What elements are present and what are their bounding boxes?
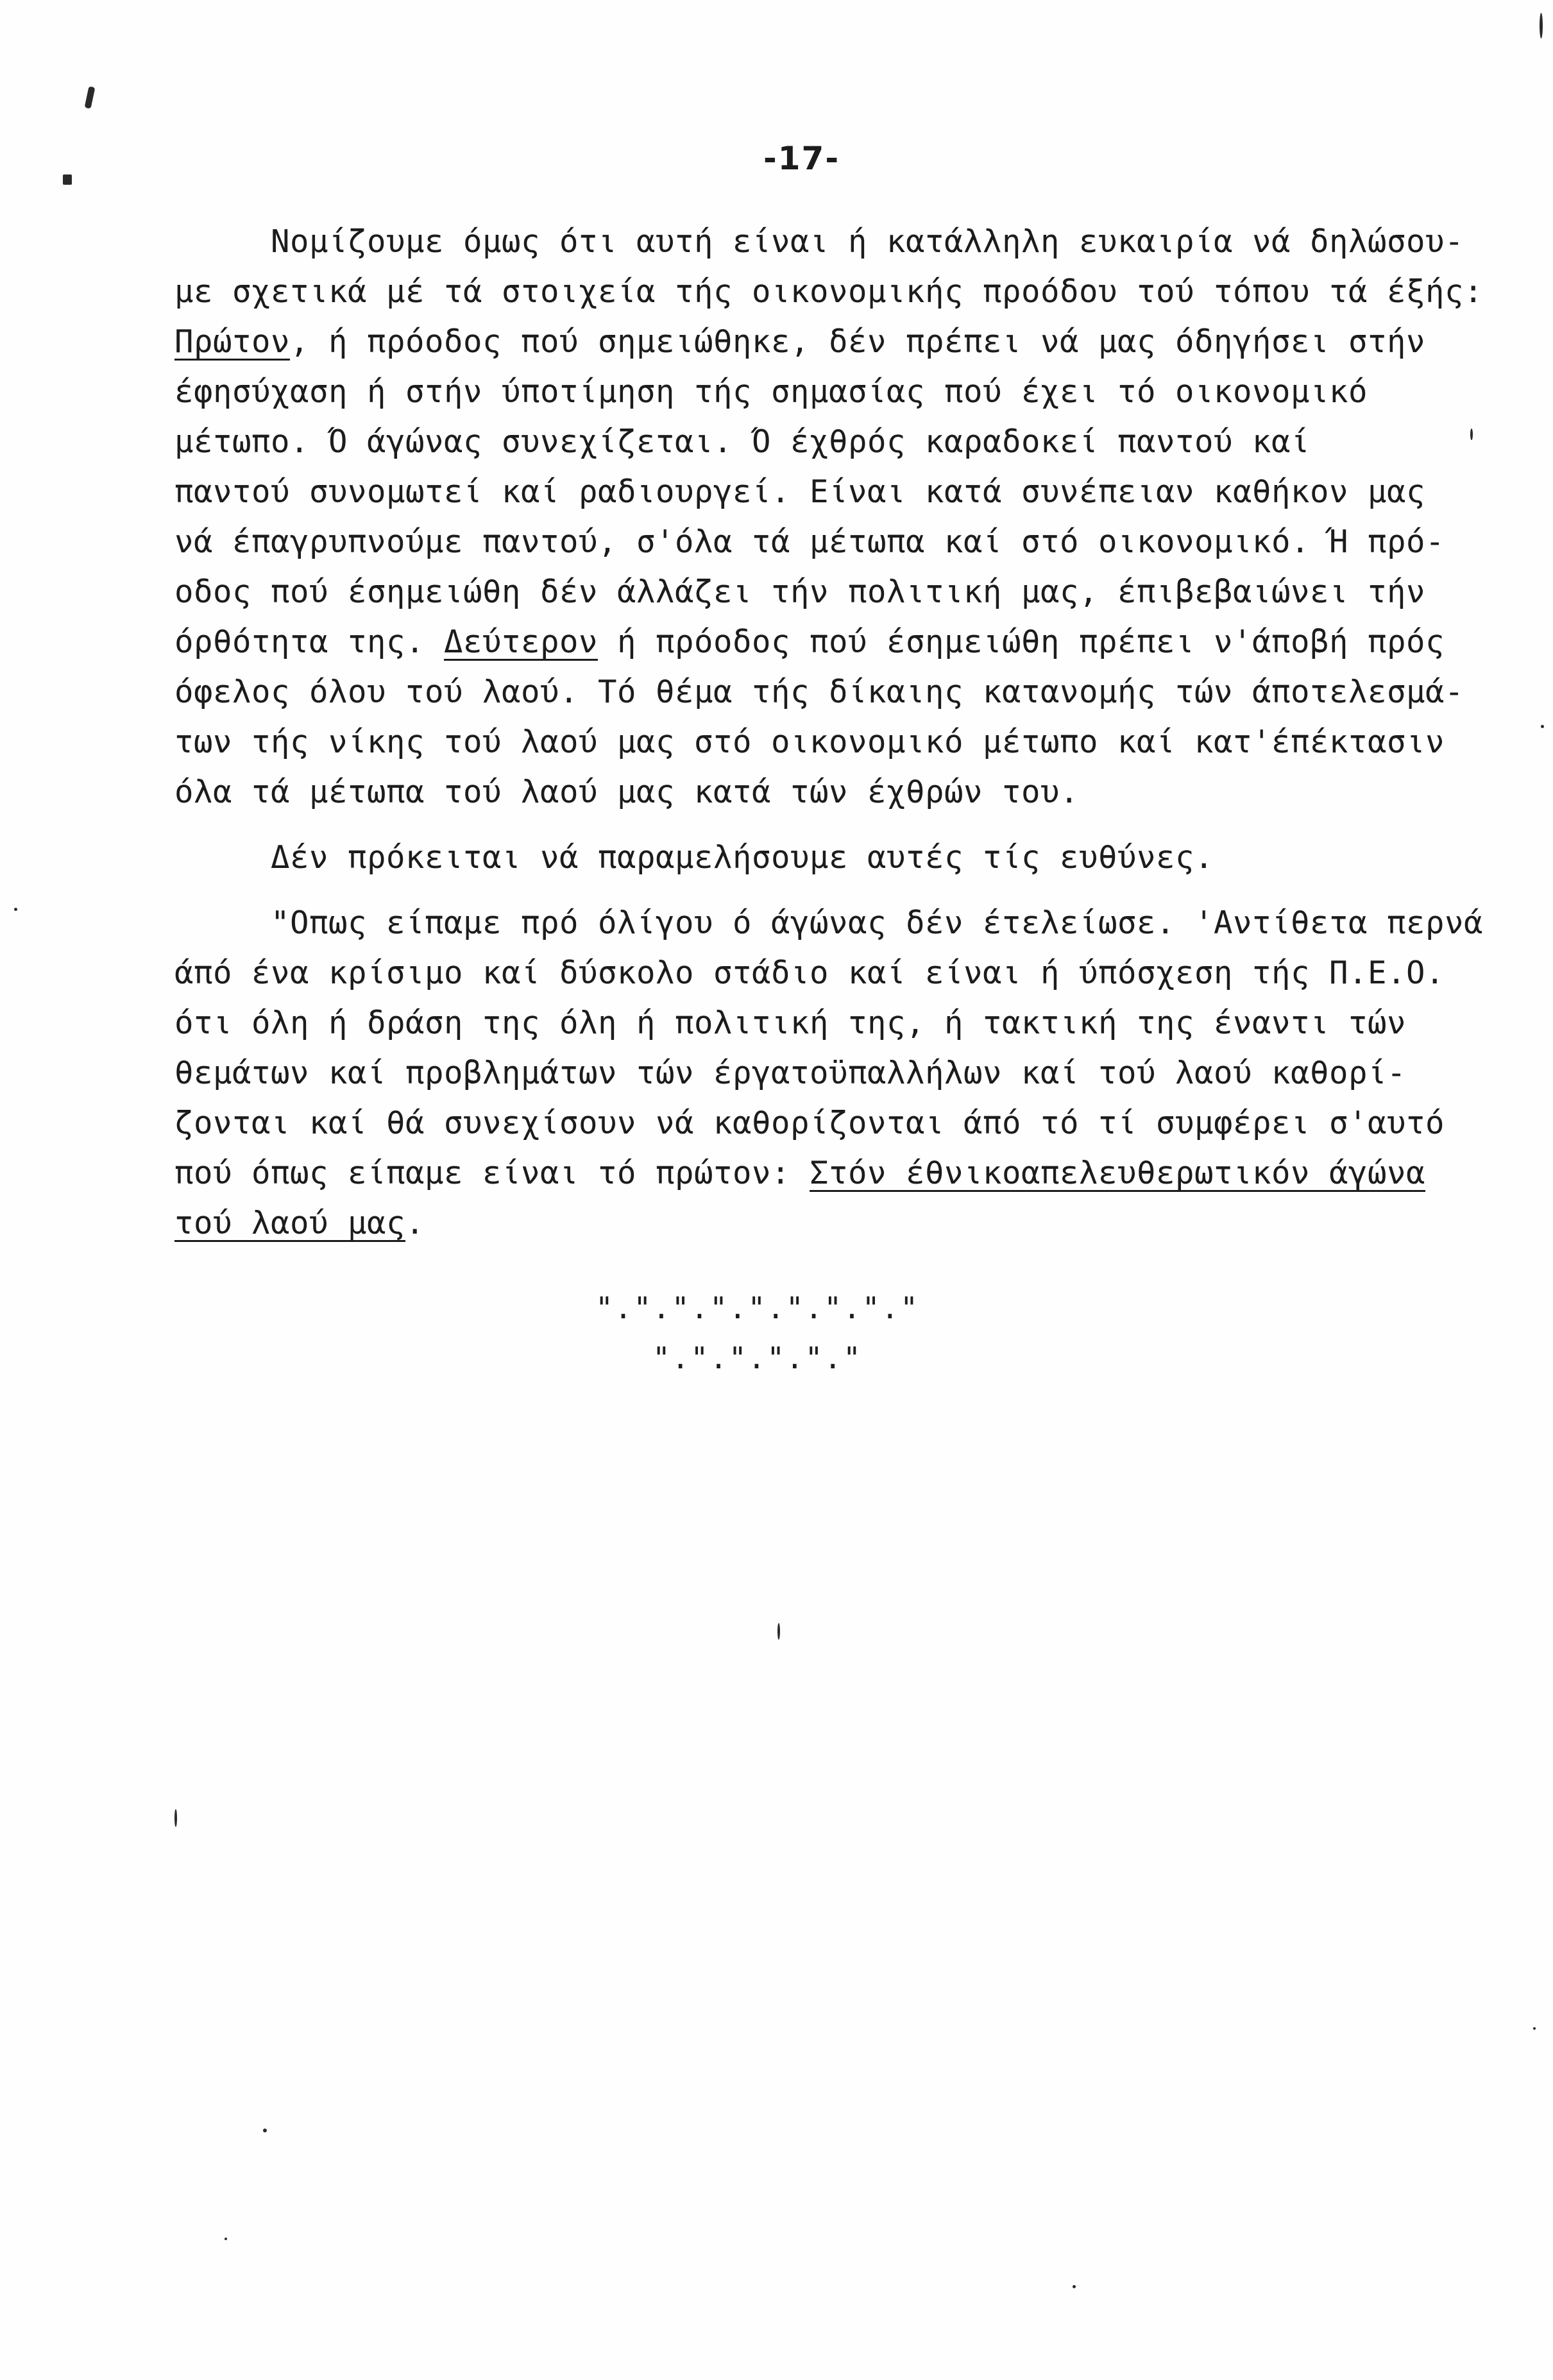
- line-text: των τής νίκης τού λαού μας στό οικονομικό μέτωπο καί κατ'έπέκτασιν: [174, 724, 1445, 760]
- line-text: μέτωπο. Ό άγώνας συνεχίζεται. Ό έχθρός καραδοκεί παντού καί: [174, 423, 1311, 460]
- scan-speck: [1073, 2285, 1076, 2288]
- ornament-row: ".".".".".": [652, 1341, 862, 1375]
- line-text: άπό ένα κρίσιμο καί δύσκολο στάδιο καί είναι ή ύπόσχεση τής Π.Ε.Ο.: [174, 955, 1445, 991]
- line-text: Δέν πρόκειται νά παραμελήσουμε αυτές τίς ευθύνες.: [271, 839, 1214, 876]
- line-text: θεμάτων καί προβλημάτων τών έργατοϋπαλλήλων καί τού λαού καθορί-: [174, 1055, 1407, 1091]
- line-text: "Οπως είπαμε πρό όλίγου ό άγώνας δέν έτελείωσε. 'Αντίθετα περνά: [271, 905, 1484, 941]
- scan-speck: [85, 86, 96, 108]
- page-number: -17-: [763, 140, 840, 177]
- line-text: νά έπαγρυπνούμε παντού, σ'όλα τά μέτωπα καί στό οικονομικό. Ή πρό-: [174, 523, 1445, 560]
- scan-speck: [777, 1623, 780, 1640]
- scan-speck: [1541, 725, 1544, 728]
- text-line: [174, 717, 1534, 767]
- line-text: όλα τά μέτωπα τού λαού μας κατά τών έχθρών του.: [174, 774, 1080, 810]
- line-text: έφησύχαση ή στήν ύποτίμηση τής σημασίας πού έχει τό οικονομικό: [174, 373, 1368, 410]
- text-line: [174, 1148, 1534, 1198]
- text-line: [174, 517, 1534, 567]
- text-line: [174, 667, 1534, 717]
- text-line: [174, 1198, 1534, 1248]
- line-text: Νομίζουμε όμως ότι αυτή είναι ή κατάλληλη ευκαιρία νά δηλώσου-: [271, 223, 1464, 260]
- scan-speck: [225, 2238, 227, 2240]
- underlined-text: Στόν έθνικοαπελευθερωτικόν άγώνα: [810, 1155, 1426, 1191]
- scan-speck: [1533, 2027, 1536, 2030]
- text-line: [174, 1098, 1534, 1148]
- text-line: [174, 317, 1534, 367]
- line-text: ή πρόοδος πού έσημειώθη πρέπει ν'άποβή πρός: [598, 624, 1445, 660]
- line-text: πού όπως είπαμε είναι τό πρώτον:: [174, 1155, 810, 1191]
- underlined-text: τού λαού μας: [174, 1205, 406, 1241]
- scan-speck: [1470, 429, 1473, 440]
- line-text: .: [405, 1205, 425, 1241]
- text-line: [174, 998, 1534, 1048]
- text-line: [174, 898, 1534, 948]
- text-line: [174, 567, 1534, 617]
- body-text: [174, 217, 1534, 1248]
- text-line: [174, 1048, 1534, 1098]
- line-text: όρθότητα της.: [174, 624, 445, 660]
- text-line: [174, 267, 1534, 317]
- underlined-text: Δεύτερον: [444, 624, 598, 660]
- text-line: [174, 833, 1534, 883]
- text-line: [174, 948, 1534, 998]
- text-line: [174, 617, 1534, 667]
- text-line: [174, 417, 1534, 467]
- scan-speck: [263, 2129, 267, 2132]
- text-line: [174, 467, 1534, 517]
- line-text: , ή πρόοδος πού σημειώθηκε, δέν πρέπει νά μας όδηγήσει στήν: [290, 323, 1426, 360]
- scan-speck: [174, 1809, 177, 1827]
- scan-speck: [63, 174, 72, 185]
- scan-speck: [14, 908, 17, 911]
- line-text: ότι όλη ή δράση της όλη ή πολιτική της, ή τακτική της έναντι τών: [174, 1005, 1407, 1041]
- line-text: με σχετικά μέ τά στοιχεία τής οικονομικής προόδου τού τόπου τά έξής:: [174, 273, 1484, 310]
- line-text: οδος πού έσημειώθη δέν άλλάζει τήν πολιτική μας, έπιβεβαιώνει τήν: [174, 574, 1426, 610]
- ornament-row: ".".".".".".".".": [595, 1291, 919, 1325]
- text-line: [174, 217, 1534, 267]
- line-text: όφελος όλου τού λαού. Τό θέμα τής δίκαιης κατανομής τών άποτελεσμά-: [174, 674, 1464, 710]
- underlined-text: Πρώτον: [174, 323, 291, 360]
- text-line: [174, 767, 1534, 817]
- line-text: παντού συνομωτεί καί ραδιουργεί. Είναι κατά συνέπειαν καθήκον μας: [174, 473, 1426, 510]
- text-line: [174, 367, 1534, 417]
- line-text: ζονται καί θά συνεχίσουν νά καθορίζονται άπό τό τί συμφέρει σ'αυτό: [174, 1105, 1445, 1141]
- scan-speck: [1540, 13, 1543, 38]
